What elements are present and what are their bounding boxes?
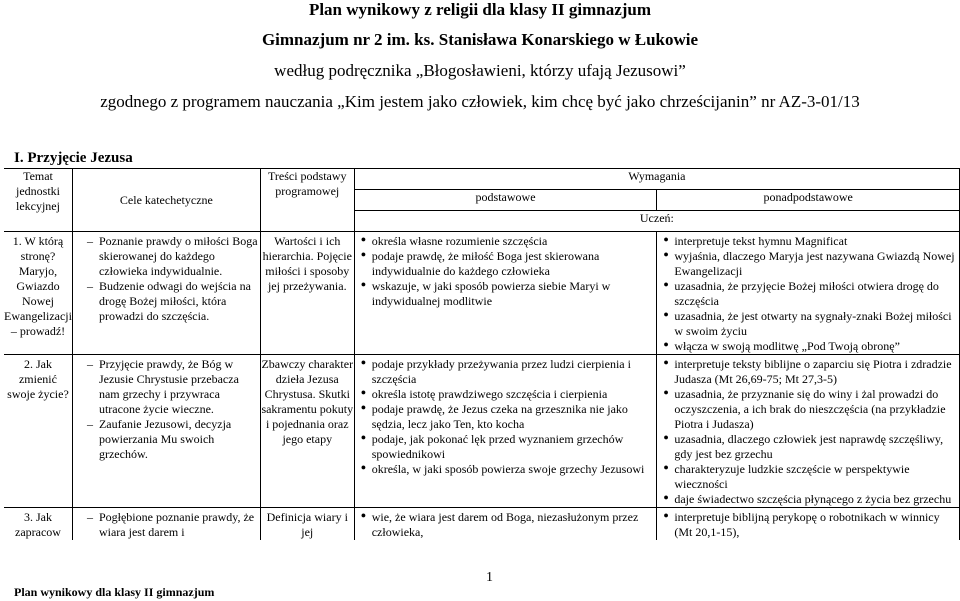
basic-item: ● podaje prawdę, że miłość Boga jest skierowana indywidualnie do każdego człowieka xyxy=(361,249,653,279)
goal-item: – Przyjęcie prawdy, że Bóg w Jezusie Chrystusie przebacza nam grzechy i przywraca utracone życie wieczne. xyxy=(87,357,260,417)
row-topic: 3. Jak zapracow xyxy=(4,508,72,541)
goal-item: – Zaufanie Jezusowi, decyzja powierzania Mu swoich grzechów. xyxy=(87,417,260,462)
advanced-item: ● interpretuje tekst hymnu Magnificat xyxy=(663,234,955,249)
row-advanced xyxy=(657,355,960,508)
basic-item: ● wie, że wiara jest darem od Boga, niezasłużonym przez człowieka, xyxy=(361,510,653,540)
row-content: Zbawczy charakter dzieła Jezusa Chrystusa. Skutki sakramentu pokuty i pojednania oraz jego etapy xyxy=(260,355,354,508)
program-line: zgodnego z programem nauczania „Kim jestem jako człowiek, kim chcę być jako chrześcijanin” nr AZ-3-01/13 xyxy=(100,92,860,111)
advanced-item: ● wyjaśnia, dlaczego Maryja jest nazywana Gwiazdą Nowej Ewangelizacji xyxy=(663,249,955,279)
row-content: Wartości i ich hierarchia. Pojęcie miłości i sposoby jej przeżywania. xyxy=(260,232,354,355)
basic-item: ● podaje, jak pokonać lęk przed wyznaniem grzechów spowiednikowi xyxy=(361,432,653,462)
header-requirements: Wymagania xyxy=(354,169,959,190)
advanced-item: ● uzasadnia, dlaczego człowiek jest naprawdę szczęśliwy, gdy jest bez grzechu xyxy=(663,432,955,462)
advanced-item: ● charakteryzuje ludzkie szczęście w perspektywie wieczności xyxy=(663,462,955,492)
header-student: Uczeń: xyxy=(354,211,959,232)
document-title: Plan wynikowy z religii dla klasy II gimnazjum xyxy=(308,0,652,19)
textbook-line: według podręcznika „Błogosławieni, którzy ufają Jezusowi” xyxy=(274,61,686,80)
goal-item: – Pogłębione poznanie prawdy, że wiara jest darem i xyxy=(87,510,260,540)
advanced-item: ● włącza w swoją modlitwę „Pod Twoją obronę” xyxy=(663,339,955,354)
row-topic: 1. W którą stronę? Maryjo, Gwiazdo Nowej Ewangelizacji – prowadź! xyxy=(4,232,72,355)
table-row xyxy=(4,232,960,355)
advanced-item: ● uzasadnia, że przyjęcie Bożej miłości otwiera drogę do szczęścia xyxy=(663,279,955,309)
advanced-item: ● interpretuje biblijną perykopę o robotnikach w winnicy (Mt 20,1-15), xyxy=(663,510,955,540)
advanced-item: ● uzasadnia, że przyznanie się do winy i żal prowadzi do oczyszczenia, a ich brak do nieszczęścia (na przykładzie Piotra i Judasza) xyxy=(663,387,955,432)
basic-item: ● określa istotę prawdziwego szczęścia i cierpienia xyxy=(361,387,653,402)
header-content: Treści podstawy programowej xyxy=(260,169,354,232)
header-basic: podstawowe xyxy=(354,190,657,211)
header-row xyxy=(4,169,960,190)
basic-item: ● określa, w jaki sposób powierza swoje grzechy Jezusowi xyxy=(361,462,653,477)
advanced-item: ● daje świadectwo szczęścia płynącego z życia bez grzechu xyxy=(663,492,955,507)
row-goals xyxy=(72,355,260,508)
table-row xyxy=(4,355,960,508)
row-goals xyxy=(72,508,260,541)
school-name: Gimnazjum nr 2 im. ks. Stanisława Konarskiego w Łukowie xyxy=(261,30,699,49)
advanced-item: ● interpretuje teksty biblijne o zaparciu się Piotra i zdradzie Judasza (Mt 26,69-75; Mt 27,3-5) xyxy=(663,357,955,387)
row-topic: 2. Jak zmienić swoje życie? xyxy=(4,355,72,508)
plan-table xyxy=(4,168,960,540)
header-topic: Temat jednostki lekcyjnej xyxy=(4,169,72,232)
page-footer: Plan wynikowy dla klasy II gimnazjum xyxy=(14,585,215,599)
page-number: 1 xyxy=(486,570,493,585)
row-content: Definicja wiary i jej xyxy=(260,508,354,541)
row-advanced xyxy=(657,232,960,355)
header-goals: Cele katechetyczne xyxy=(72,169,260,232)
table-row xyxy=(4,508,960,541)
row-advanced xyxy=(657,508,960,541)
basic-item: ● określa własne rozumienie szczęścia xyxy=(361,234,653,249)
advanced-item: ● uzasadnia, że jest otwarty na sygnały-znaki Bożej miłości w swoim życiu xyxy=(663,309,955,339)
basic-item: ● podaje przykłady przeżywania przez ludzi cierpienia i szczęścia xyxy=(361,357,653,387)
row-basic xyxy=(354,355,657,508)
row-goals xyxy=(72,232,260,355)
basic-item: ● wskazuje, w jaki sposób powierza siebie Maryi w indywidualnej modlitwie xyxy=(361,279,653,309)
goal-item: – Poznanie prawdy o miłości Boga skierowanej do każdego człowieka indywidualnie. xyxy=(87,234,260,279)
row-basic xyxy=(354,232,657,355)
basic-item: ● podaje prawdę, że Jezus czeka na grzesznika nie jako sędzia, lecz jako Ten, kto kocha xyxy=(361,402,653,432)
row-basic xyxy=(354,508,657,541)
header-advanced: ponadpodstawowe xyxy=(657,190,960,211)
section-title: I. Przyjęcie Jezusa xyxy=(14,150,133,166)
goal-item: – Budzenie odwagi do wejścia na drogę Bożej miłości, która prowadzi do szczęścia. xyxy=(87,279,260,324)
